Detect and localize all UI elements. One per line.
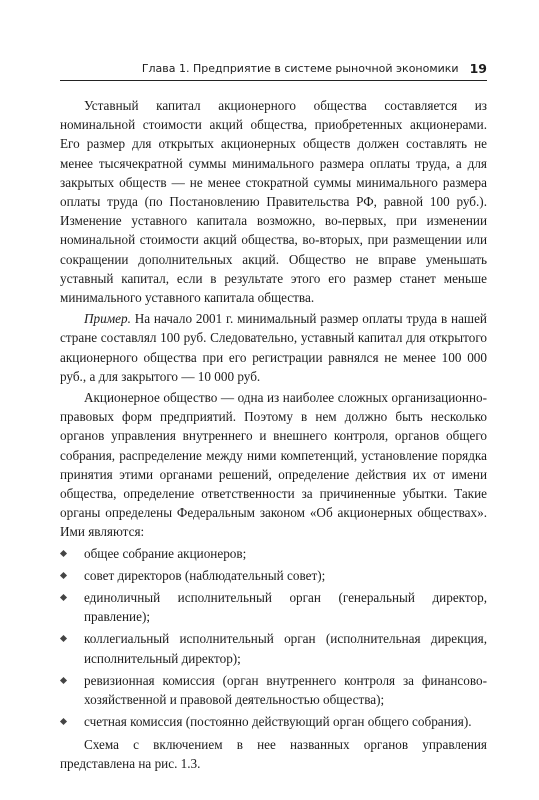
diamond-bullet-icon (60, 718, 67, 725)
list-item: единоличный исполнительный орган (генеральный директор, правление); (60, 588, 487, 626)
list-item: коллегиальный исполнительный орган (исполнительная дирекция, исполнительный директор); (60, 629, 487, 667)
diamond-bullet-icon (60, 550, 67, 557)
chapter-title: Глава 1. Предприятие в системе рыночной экономики (141, 62, 459, 75)
diamond-bullet-icon (60, 594, 67, 601)
body-text (60, 96, 487, 773)
paragraph-example (60, 309, 487, 386)
governance-bodies-list (60, 544, 487, 732)
list-item: совет директоров (наблюдательный совет); (60, 566, 487, 585)
example-text: На начало 2001 г. минимальный размер оплаты труда в нашей стране составлял 100 руб. Следовательно, уставный капитал для открытого акционерного общества при его регистрации равнялся не менее 100 000 руб., а для закрытого — 10 000 руб. (60, 311, 487, 384)
list-item: счетная комиссия (постоянно действующий орган общего собрания). (60, 712, 487, 731)
diamond-bullet-icon (60, 572, 67, 579)
list-item: общее собрание акционеров; (60, 544, 487, 563)
diamond-bullet-icon (60, 635, 67, 642)
paragraph-closing: Схема с включением в нее названных органов управления представлена на рис. 1.3. (60, 736, 487, 771)
paragraph-governance: Акционерное общество — одна из наиболее сложных организационно-правовых форм предприятий. Поэтому в нем должно быть несколько органов управления внутреннего и внешнего контроля, органов общего собрания, распределение между ними компетенций, установление порядка принятия этими органами решений, определение действия их от имени общества, определение ответственности за причиненные убытки. Такие органы определены Федеральным законом «Об акционерных обществах». Ими являются: (60, 390, 487, 540)
diamond-bullet-icon (60, 677, 67, 684)
running-header (60, 58, 487, 81)
example-label: Пример. (84, 311, 131, 327)
paragraph-capital: Уставный капитал акционерного общества составляется из номинальной стоимости акций общества, приобретенных акционерами. Его размер для открытых акционерных обществ должен составлять не менее тысячекратной суммы минимального размера оплаты труда, а для закрытых обществ — не менее стократной суммы минимального размера оплаты труда (по Постановлению Правительства РФ, равной 100 руб.). Изменение уставного капитала возможно, во-первых, при изменении номинальной стоимости акций общества, во-вторых, при размещении или сокращении дополнительных акций. Общество не вправе уменьшать уставный капитал, если в результате этого его размер станет меньше минимального уставного капитала общества. (60, 98, 487, 306)
page-number: 19 (469, 61, 487, 76)
list-item: ревизионная комиссия (орган внутреннего контроля за финансово-хозяйственной и правовой деятельностью общества); (60, 671, 487, 709)
